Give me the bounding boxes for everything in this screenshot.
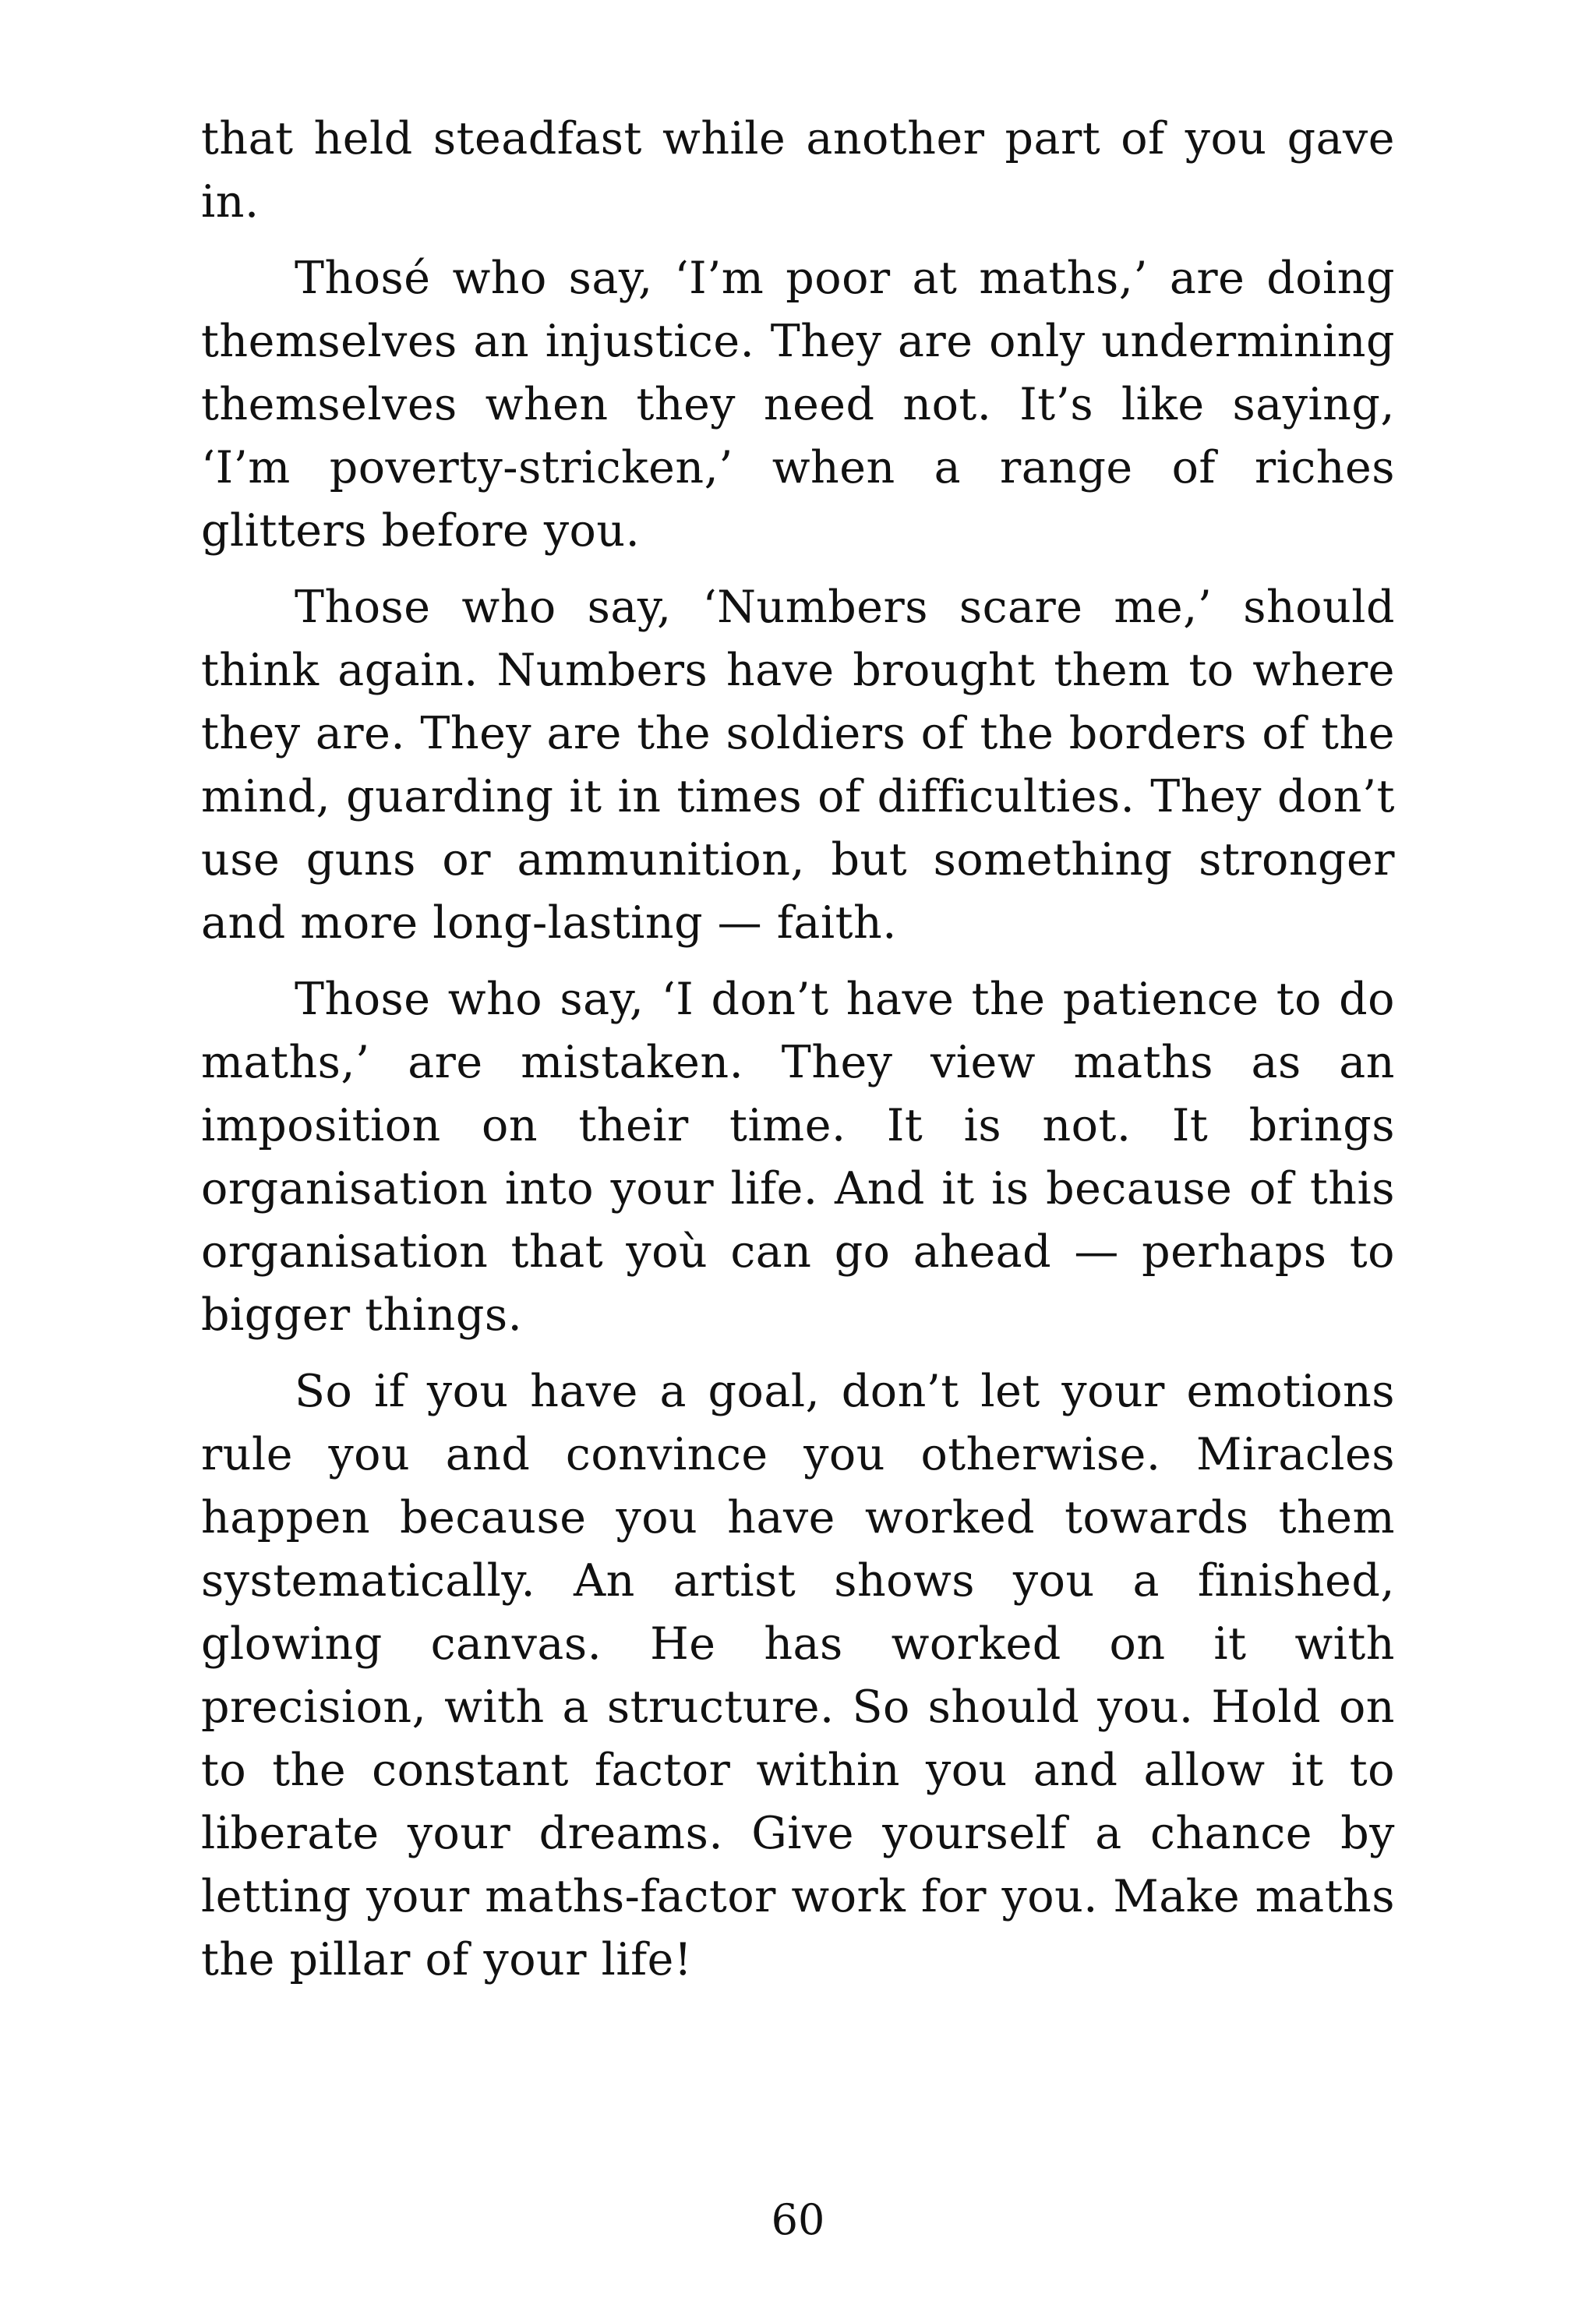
paragraph-goal: So if you have a goal, don’t let your emotions rule you and convince you otherwise. Miracles happen because you have worked towards them systematically. An artist shows you a finished, glowing canvas. He has worked on it with precision, with a structure. So should you. Hold on to the constant factor within you and allow it to liberate your dreams. Give yourself a chance by letting your maths-factor work for you. Make maths the pillar of your life! <box>201 1366 1395 1985</box>
page-number: 60 <box>771 2195 825 2244</box>
body-text <box>201 108 1395 2005</box>
paragraph-numbers-scare: Those who say, ‘Numbers scare me,’ should think again. Numbers have brought them to where they are. They are the soldiers of the borders of the mind, guarding it in times of difficulties. They don’t use guns or ammunition, but something stronger and more long-lasting — faith. <box>201 582 1395 949</box>
paragraph-continuation: that held steadfast while another part of you gave in. <box>201 113 1395 228</box>
paragraph-poor-at-maths: Thosé who say, ‘I’m poor at maths,’ are doing themselves an injustice. They are only undermining themselves when they need not. It’s like saying, ‘I’m poverty-stricken,’ when a range of riches glitters before you. <box>201 253 1395 557</box>
paragraph-patience: Those who say, ‘I don’t have the patience to do maths,’ are mistaken. They view maths as an imposition on their time. It is not. It brings organisation into your life. And it is because of this organisation that yoù can go ahead — perhaps to bigger things. <box>201 974 1395 1341</box>
